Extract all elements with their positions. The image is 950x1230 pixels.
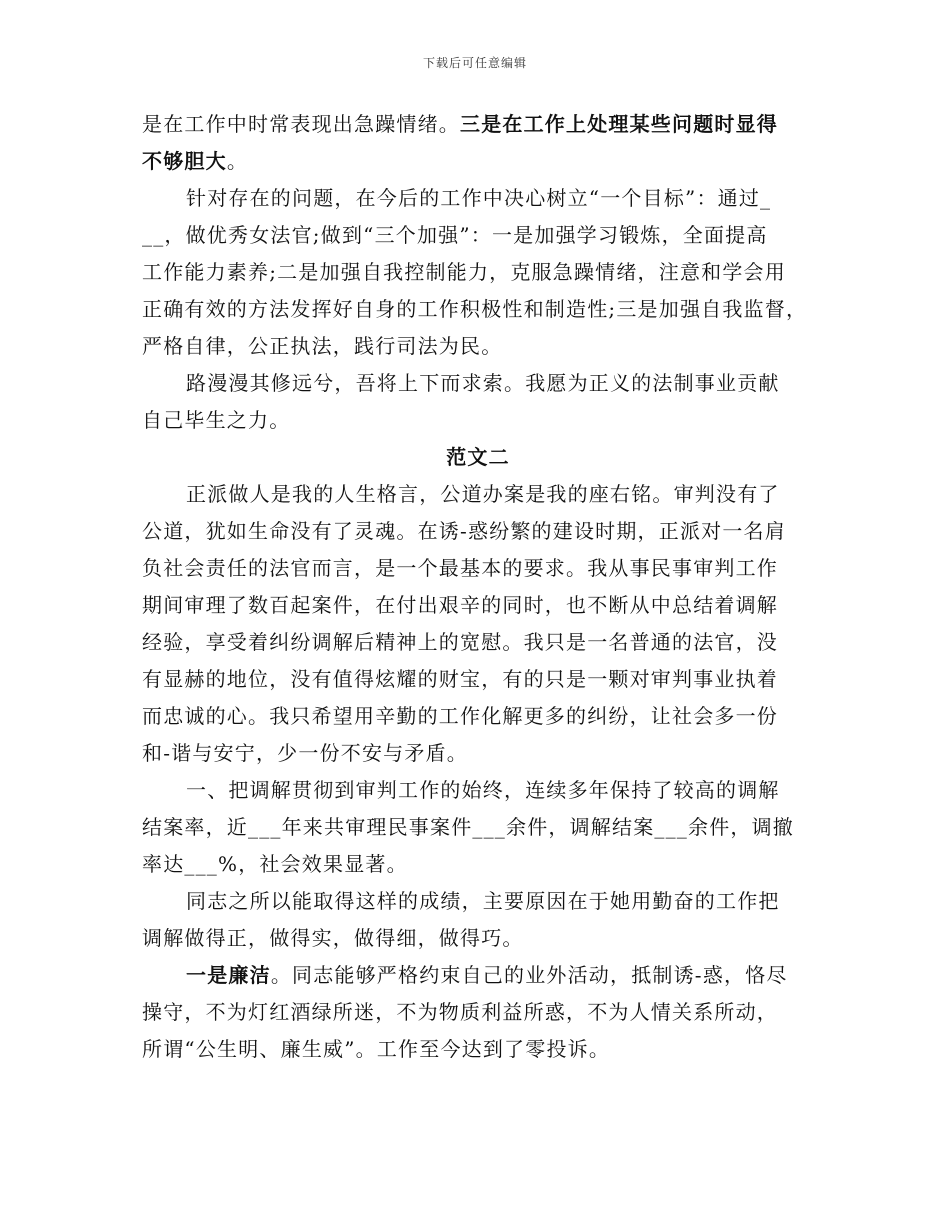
text-line xyxy=(142,328,814,365)
text-run: 。同志能够严格约束自己的业外活动，抵制诱-惑，恪尽 xyxy=(270,963,788,987)
text-line xyxy=(142,143,814,180)
text-line xyxy=(142,846,814,883)
text-run: 针对存在的问题，在今后的工作中决心树立“一个目标”：通过_ xyxy=(186,186,772,210)
text-run: 所谓“公生明、廉生威”。工作至今达到了零投诉。 xyxy=(142,1037,611,1061)
document-body xyxy=(142,106,814,1068)
text-line xyxy=(142,957,814,994)
text-line xyxy=(142,661,814,698)
text-line xyxy=(142,550,814,587)
text-run: 自己毕生之力。 xyxy=(142,408,291,432)
text-line xyxy=(142,365,814,402)
bold-text-run: 范文二 xyxy=(446,445,510,469)
text-line xyxy=(142,698,814,735)
text-run: 路漫漫其修远兮，吾将上下而求索。我愿为正义的法制事业贡献 xyxy=(186,371,780,395)
text-run: 正确有效的方法发挥好自身的工作积极性和制造性;三是加强自我监督， xyxy=(142,297,808,321)
text-line xyxy=(142,402,814,439)
text-run: 和-谐与安宁，少一份不安与矛盾。 xyxy=(142,741,468,765)
text-line xyxy=(142,772,814,809)
text-line xyxy=(142,106,814,143)
text-line xyxy=(142,513,814,550)
text-run: 操守，不为灯红酒绿所迷，不为物质利益所惑，不为人情关系所动， xyxy=(142,1000,778,1024)
text-line xyxy=(142,476,814,513)
text-run: 严格自律，公正执法，践行司法为民。 xyxy=(142,334,503,358)
text-line xyxy=(142,1031,814,1068)
section-heading xyxy=(142,439,814,476)
text-line xyxy=(142,809,814,846)
text-run: 期间审理了数百起案件，在付出艰辛的同时，也不断从中总结着调解 xyxy=(142,593,778,617)
bold-text-run: 一是廉洁 xyxy=(186,963,271,987)
text-run: 公道，犹如生命没有了灵魂。在诱-惑纷繁的建设时期，正派对一名肩 xyxy=(142,519,786,543)
text-line xyxy=(142,587,814,624)
text-line xyxy=(142,920,814,957)
text-run: 正派做人是我的人生格言，公道办案是我的座右铭。审判没有了 xyxy=(186,482,780,506)
text-run: 结案率，近___年来共审理民事案件___余件，调解结案___余件，调撤 xyxy=(142,815,794,839)
text-run: 调解做得正，做得实，做得细，做得巧。 xyxy=(142,926,524,950)
text-run: 工作能力素养;二是加强自我控制能力，克服急躁情绪，注意和学会用 xyxy=(142,260,786,284)
text-run: 同志之所以能取得这样的成绩，主要原因在于她用勤奋的工作把 xyxy=(186,889,780,913)
text-run: 有显赫的地位，没有值得炫耀的财宝，有的只是一颗对审判事业执着 xyxy=(142,667,778,691)
text-line xyxy=(142,254,814,291)
text-line xyxy=(142,883,814,920)
text-run: 负社会责任的法官而言，是一个最基本的要求。我从事民事审判工作 xyxy=(142,556,778,580)
bold-text-run: 三是在工作上处理某些问题时显得 xyxy=(460,112,778,136)
page-header-note: 下载后可任意编辑 xyxy=(422,56,527,70)
text-run: 而忠诚的心。我只希望用辛勤的工作化解更多的纠纷，让社会多一份 xyxy=(142,704,778,728)
text-line xyxy=(142,217,814,254)
text-line xyxy=(142,180,814,217)
bold-text-run: 不够胆大 xyxy=(142,149,227,173)
text-run: 经验，享受着纠纷调解后精神上的宽慰。我只是一名普通的法官，没 xyxy=(142,630,778,654)
text-line xyxy=(142,994,814,1031)
text-run: 率达___%，社会效果显著。 xyxy=(142,852,408,876)
text-run: 是在工作中时常表现出急躁情绪。 xyxy=(142,112,460,136)
text-line xyxy=(142,735,814,772)
text-run: __，做优秀女法官;做到“三个加强”：一是加强学习锻炼，全面提高 xyxy=(142,223,768,247)
text-line xyxy=(142,624,814,661)
text-run: 。 xyxy=(226,149,249,173)
text-line xyxy=(142,291,814,328)
text-run: 一、把调解贯彻到审判工作的始终，连续多年保持了较高的调解 xyxy=(186,778,780,802)
